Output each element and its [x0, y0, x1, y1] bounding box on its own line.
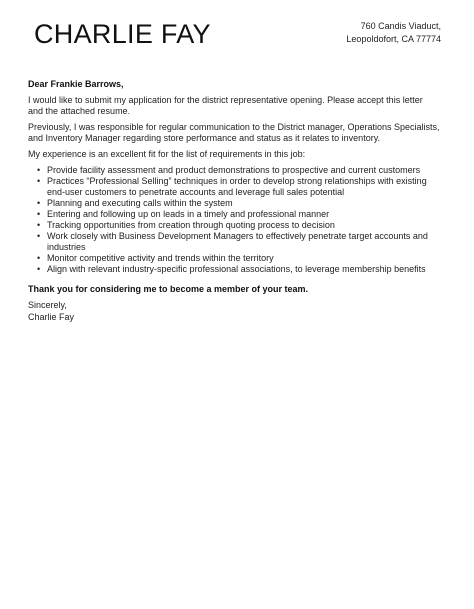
requirements-list [28, 165, 440, 275]
experience-paragraph: Previously, I was responsible for regular communication to the District manager, Operations Specialists, and Inventory Manager regarding store performance and status as it relates to inventory. [28, 122, 440, 143]
letter-body [28, 79, 440, 323]
address-line-1: 760 Candis Viaduct, [360, 21, 441, 31]
bullet-icon: • [37, 220, 41, 230]
intro-paragraph: I would like to submit my application for the district representative opening. Please accept this letter and the attached resume. [28, 95, 423, 116]
bullet-icon: • [37, 165, 41, 175]
list-item-text: Monitor competitive activity and trends within the territory [47, 253, 274, 263]
list-item [37, 165, 440, 176]
list-item [37, 198, 440, 209]
address-line-2: Leopoldofort, CA 77774 [346, 33, 441, 44]
list-item [37, 231, 440, 253]
list-item [37, 220, 440, 231]
list-item [37, 209, 440, 220]
bullet-icon: • [37, 198, 41, 208]
list-item-text: Tracking opportunities from creation through quoting process to decision [47, 220, 335, 230]
list-item [37, 264, 440, 275]
list-item-text: Provide facility assessment and product demonstrations to prospective and current customers [47, 165, 421, 175]
list-item-text: Entering and following up on leads in a timely and professional manner [47, 209, 330, 219]
bullet-icon: • [37, 253, 41, 263]
applicant-address [346, 20, 441, 45]
bullet-icon: • [37, 264, 41, 274]
list-item [37, 176, 440, 198]
requirements-intro: My experience is an excellent fit for the list of requirements in this job: [28, 149, 306, 159]
applicant-name: CHARLIE FAY [34, 19, 211, 49]
bullet-icon: • [37, 176, 41, 186]
signoff: Sincerely, [28, 300, 67, 310]
list-item-text: Planning and executing calls within the system [47, 198, 233, 208]
list-item-text: Align with relevant industry-specific professional associations, to leverage membership benefits [47, 264, 426, 274]
closing-statement: Thank you for considering me to become a member of your team. [28, 284, 309, 294]
bullet-icon: • [37, 231, 41, 241]
list-item-text: Work closely with Business Development Managers to effectively penetrate target accounts and industries [47, 231, 428, 252]
bullet-icon: • [37, 209, 41, 219]
list-item-text: Practices “Professional Selling” techniques in order to develop strong relationships with existing end-user customers to penetrate accounts and leverage full sales potential [47, 176, 427, 197]
signoff-block [28, 300, 440, 323]
salutation: Dear Frankie Barrows, [28, 79, 124, 89]
list-item [37, 253, 440, 264]
signature-name: Charlie Fay [28, 311, 75, 322]
